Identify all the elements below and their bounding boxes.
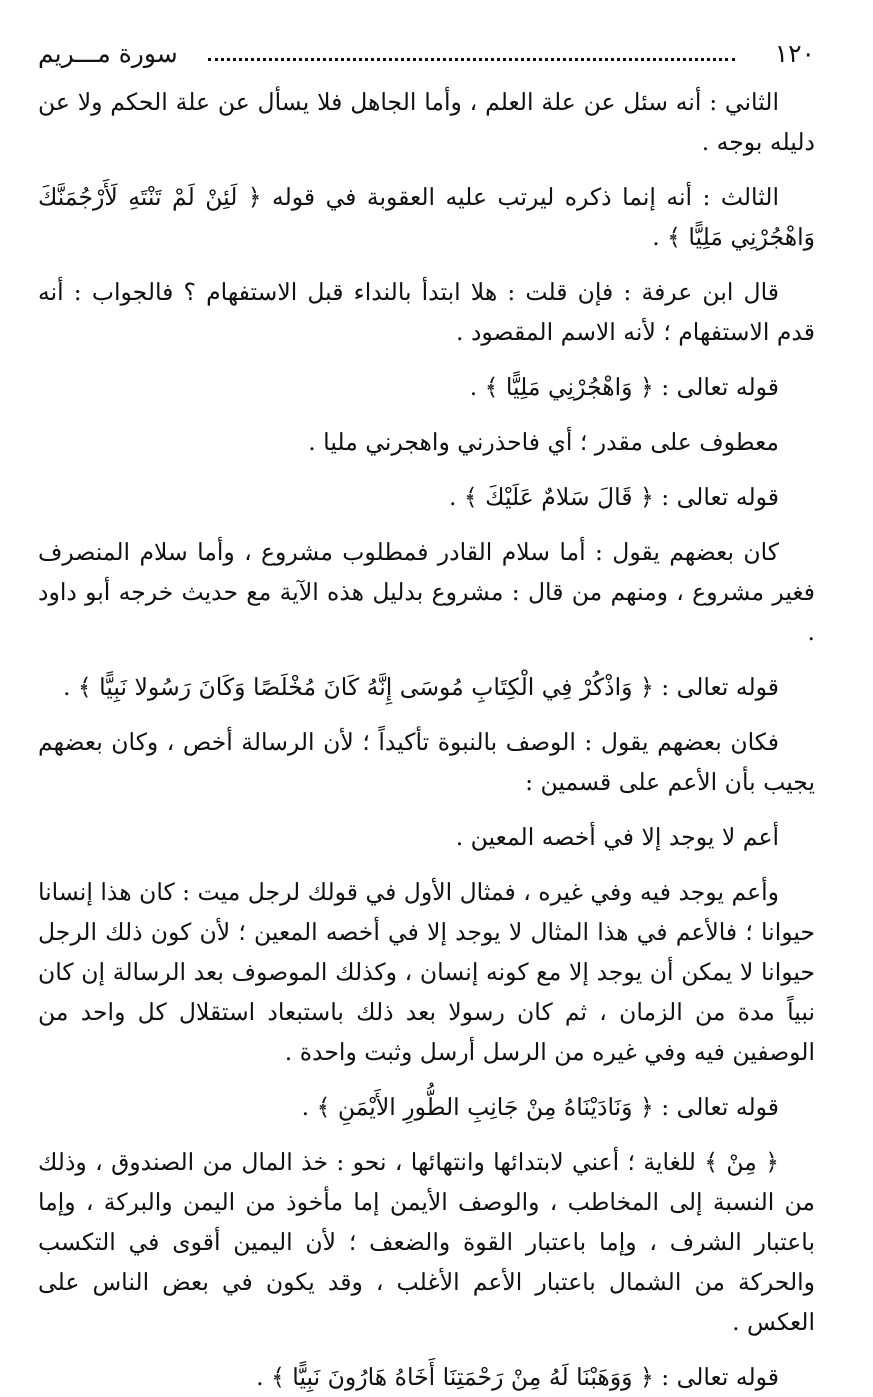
paragraph: قال ابن عرفة : فإن قلت : هلا ابتدأ بالنداء قبل الاستفهام ؟ فالجواب : أنه قدم الاستفهام ؛ لأنه الاسم المقصود . xyxy=(38,278,815,346)
verse-heading: قوله تعالى : ﴿ قَالَ سَلامٌ عَلَيْكَ ﴾ . xyxy=(448,483,779,511)
paragraph: ﴿ مِنْ ﴾ للغاية ؛ أعني لابتدائها وانتهائها ، نحو : خذ المال من الصندوق ، وذلك من النسبة إلى المخاطب ، والوصف الأيمن إما مأخوذ من اليمن والبركة ، وإما باعتبار الشرف ، وإما باعتبار القوة والضعف ؛ لأن اليمين أقوى في التكسب والحركة من الشمال باعتبار الأعم الأغلب ، وقد يكون في بعض الناس على العكس . xyxy=(38,1148,815,1336)
header-dotted-rule xyxy=(208,58,735,61)
paragraph: فكان بعضهم يقول : الوصف بالنبوة تأكيداً ؛ لأن الرسالة أخص ، وكان بعضهم يجيب بأن الأعم على قسمين : xyxy=(38,728,815,796)
page-number: ١٢٠ xyxy=(774,39,815,68)
paragraph: الثالث : أنه إنما ذكره ليرتب عليه العقوبة في قوله ﴿ لَئِنْ لَمْ تَنْتَهِ لَأَرْجُمَنَّكَ وَاهْجُرْنِي مَلِيًّا ﴾ . xyxy=(38,183,815,251)
surah-title: سورة مـــريم xyxy=(38,39,178,68)
paragraph: الثاني : أنه سئل عن علة العلم ، وأما الجاهل فلا يسأل عن علة الحكم ولا عن دليله بوجه . xyxy=(38,88,815,156)
verse-heading: قوله تعالى : ﴿ وَاهْجُرْنِي مَلِيًّا ﴾ . xyxy=(469,373,779,401)
verse-heading: قوله تعالى : ﴿ وَاذْكُرْ فِي الْكِتَابِ مُوسَى إِنَّهُ كَانَ مُخْلَصًا وَكَانَ رَسُولا نَبِيًّا ﴾ . xyxy=(62,673,779,701)
verse-heading: قوله تعالى : ﴿ وَنَادَيْنَاهُ مِنْ جَانِبِ الطُّورِ الأَيْمَنِ ﴾ . xyxy=(301,1093,779,1121)
paragraph: أعم لا يوجد إلا في أخصه المعين . xyxy=(455,823,779,851)
verse-heading: قوله تعالى : ﴿ وَوَهَبْنَا لَهُ مِنْ رَحْمَتِنَا أَخَاهُ هَارُونَ نَبِيًّا ﴾ . xyxy=(256,1363,779,1391)
paragraph: وأعم يوجد فيه وفي غيره ، فمثال الأول في قولك لرجل ميت : كان هذا إنسانا حيوانا ؛ فالأعم في هذا المثال لا يوجد إلا في أخصه المعين ؛ لأن كون ذلك الرجل حيوانا لا يمكن أن يوجد إلا مع كونه إنسان ، وكذلك الموصوف بعد الرسالة إن كان نبياً مدة من الزمان ، ثم كان رسولا بعد ذلك باستبعاد استقلال كل واحد من الوصفين فيه وفي غيره من الرسل أرسل وثبت واحدة . xyxy=(37,878,815,1066)
page-header xyxy=(38,36,815,72)
page-body xyxy=(38,82,815,1397)
paragraph: كان بعضهم يقول : أما سلام القادر فمطلوب مشروع ، وأما سلام المنصرف فغير مشروع ، ومنهم من قال : مشروع بدليل هذه الآية مع حديث خرجه أبو داود . xyxy=(38,538,815,646)
paragraph: معطوف على مقدر ؛ أي فاحذرني واهجرني مليا . xyxy=(308,428,779,456)
